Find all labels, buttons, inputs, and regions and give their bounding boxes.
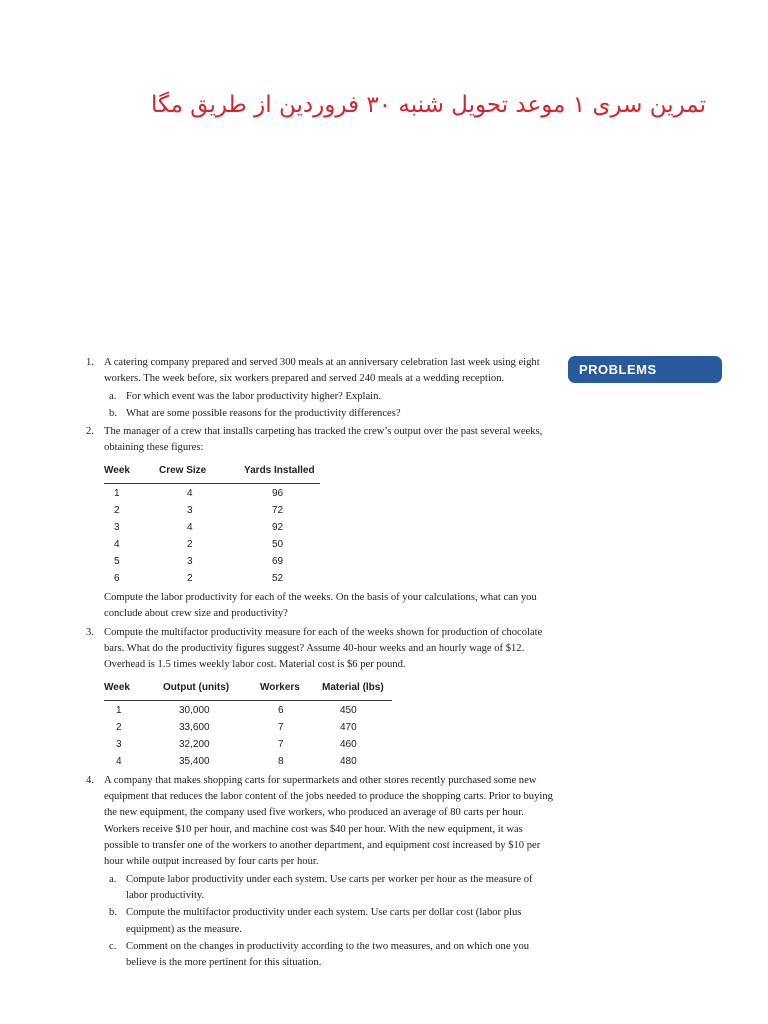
- part-letter: a.: [109, 390, 117, 402]
- problem-text: A company that makes shopping carts for supermarkets and other stores recently purchased some new equipment that reduces the labor content of the jobs needed to produce the shopping carts. Prior to buying the new equipment, the company used five workers, who produced an average of 80 carts per hour. Workers receive $10 per hour, and machine cost was $40 per hour. With the new equipment, it was possible to transfer one of the workers to another department, and equipment cost increased by $10 per hour while output increased by four carts per hour.: [104, 774, 553, 868]
- table-cell: 6: [278, 705, 284, 717]
- chocolate-production-table: [104, 680, 392, 771]
- crew-output-table: [104, 463, 320, 588]
- table-cell: 32,200: [179, 739, 210, 751]
- part-text: For which event was the labor productivity higher? Explain.: [126, 390, 382, 402]
- table-row: [104, 503, 320, 520]
- table-cell: 4: [116, 756, 122, 768]
- table-header: Week: [104, 680, 163, 701]
- table-cell: 450: [340, 705, 357, 717]
- table-row: [104, 537, 320, 554]
- problem-1: [86, 355, 556, 388]
- part-text: Comment on the changes in productivity according to the two measures, and on which one you believe is the more pertinent for this situation.: [126, 940, 530, 969]
- part-text: What are some possible reasons for the productivity differences?: [126, 407, 401, 419]
- problem-2-question: Compute the labor productivity for each of the weeks. On the basis of your calculations, what can you conclude about crew size and productivity?: [104, 592, 537, 620]
- part-text: Compute labor productivity under each system. Use carts per worker per hour as the measure of labor productivity.: [126, 873, 533, 901]
- table-cell: 7: [278, 739, 284, 751]
- problem-4-part-b: [86, 905, 556, 938]
- table-cell: 480: [340, 756, 357, 768]
- part-letter: a.: [109, 873, 117, 885]
- part-letter: b.: [109, 407, 117, 419]
- table-cell: 35,400: [179, 756, 210, 768]
- problem-number: 4.: [86, 774, 94, 786]
- part-letter: c.: [109, 940, 117, 952]
- table-cell: 470: [340, 722, 357, 734]
- problem-number: 2.: [86, 426, 94, 438]
- problem-4-part-a: [86, 872, 556, 905]
- table-cell: 4: [187, 488, 193, 500]
- problem-text: The manager of a crew that installs carpeting has tracked the crew’s output over the past several weeks, obtaining these figures:: [104, 426, 543, 454]
- assignment-title: تمرین سری ۱ موعد تحویل شنبه ۳۰ فروردین از طریق مگا: [150, 92, 706, 118]
- table-cell: 460: [340, 739, 357, 751]
- problem-3: [86, 625, 556, 674]
- table-cell: 3: [187, 505, 193, 517]
- table-cell: 4: [114, 539, 120, 551]
- table-cell: 5: [114, 556, 120, 568]
- table-cell: 50: [272, 539, 284, 551]
- table-cell: 96: [272, 488, 284, 500]
- table-cell: 52: [272, 573, 284, 585]
- problem-1-part-a: [86, 389, 556, 405]
- table-cell: 33,600: [179, 722, 210, 734]
- table-header: Yards Installed: [244, 463, 320, 484]
- table-row: [104, 754, 392, 771]
- table-cell: 2: [116, 722, 122, 734]
- problems-badge: PROBLEMS: [568, 356, 722, 383]
- table-cell: 2: [114, 505, 120, 517]
- table-cell: 2: [187, 539, 193, 551]
- table-header: Output (units): [163, 680, 260, 701]
- table-cell: 69: [272, 556, 284, 568]
- problem-2: [86, 424, 556, 457]
- table-cell: 1: [114, 488, 120, 500]
- table-header: Material (lbs): [322, 680, 392, 701]
- table-row: [104, 700, 392, 720]
- table-row: [104, 737, 392, 754]
- problem-text: A catering company prepared and served 300 meals at an anniversary celebration last week using eight workers. The week before, six workers prepared and served 240 meals at a wedding reception.: [104, 357, 540, 385]
- problem-number: 1.: [86, 357, 94, 368]
- problem-4-part-c: [86, 939, 556, 972]
- table-row: [104, 571, 320, 588]
- problems-list: [86, 355, 556, 971]
- problem-text: Compute the multifactor productivity measure for each of the weeks shown for production of chocolate bars. What do the productivity figures suggest? Assume 40-hour weeks and an hourly wage of $12. Overhead is 1.5 times weekly labor cost. Material cost is $6 per pound.: [104, 626, 543, 671]
- table-cell: 8: [278, 756, 284, 768]
- table-cell: 1: [116, 705, 122, 717]
- table-cell: 4: [187, 522, 193, 534]
- table-header: Workers: [260, 680, 322, 701]
- table-row: [104, 520, 320, 537]
- table-row: [104, 484, 320, 504]
- table-row: [104, 554, 320, 571]
- part-text: Compute the multifactor productivity under each system. Use carts per dollar cost (labor plus equipment) as the measure.: [126, 907, 522, 935]
- table-cell: 3: [187, 556, 193, 568]
- table-cell: 30,000: [179, 705, 210, 717]
- table-cell: 3: [116, 739, 122, 751]
- problem-1-part-b: [86, 406, 556, 422]
- table-cell: 7: [278, 722, 284, 734]
- problem-number: 3.: [86, 626, 94, 638]
- table-cell: 6: [114, 573, 120, 585]
- part-letter: b.: [109, 907, 117, 919]
- table-header: Crew Size: [159, 463, 244, 484]
- table-cell: 72: [272, 505, 284, 517]
- table-row: [104, 720, 392, 737]
- table-header: Week: [104, 463, 159, 484]
- table-cell: 3: [114, 522, 120, 534]
- problem-4: [86, 773, 556, 871]
- table-cell: 92: [272, 522, 284, 534]
- table-cell: 2: [187, 573, 193, 585]
